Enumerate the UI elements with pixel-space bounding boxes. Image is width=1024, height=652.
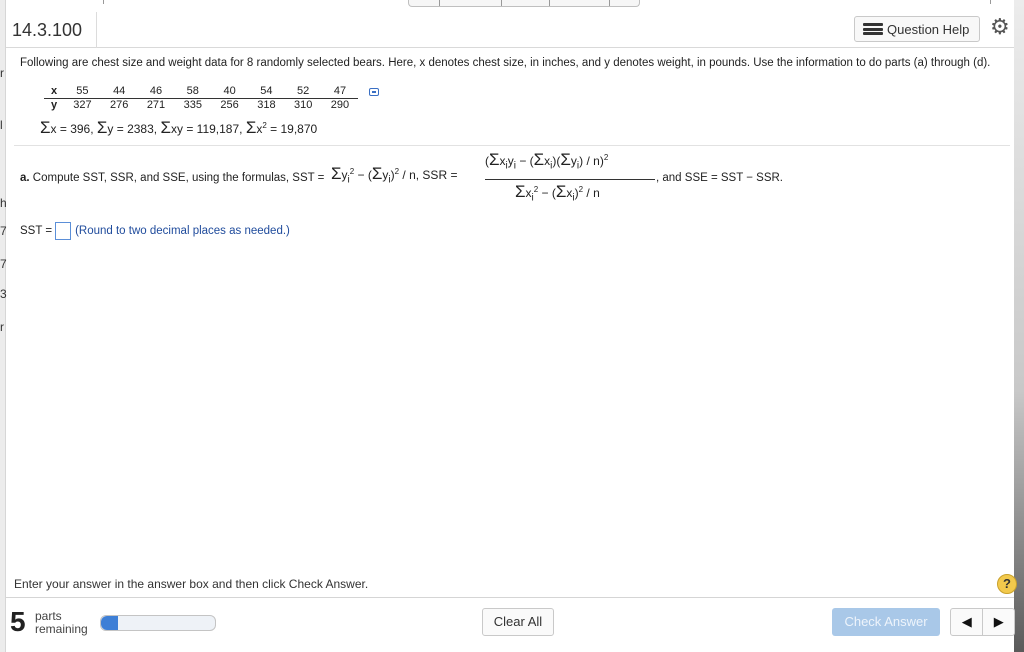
sse-formula: , and SSE = SST − SSR. bbox=[656, 172, 783, 184]
sum-x2-base: x bbox=[256, 122, 263, 136]
fraction-bar bbox=[485, 179, 655, 180]
top-toolbar-remnant bbox=[408, 0, 640, 7]
row-label-x: x bbox=[44, 85, 64, 98]
sum-x: x = 396, bbox=[50, 122, 94, 136]
instruction-text: Enter your answer in the answer box and then click Check Answer. bbox=[14, 577, 369, 591]
table-cell: 54 bbox=[248, 85, 285, 98]
part-a-prompt bbox=[20, 172, 324, 184]
next-question-button[interactable]: ▶ bbox=[982, 609, 1014, 635]
sst-formula: $\Sigma y_i^2 - (\Sigma y_i)^2 / n$, SSR = bbox=[331, 164, 458, 186]
tick-mark bbox=[990, 0, 991, 4]
table-cell: 52 bbox=[285, 85, 322, 98]
background-text-fragment: 3 bbox=[0, 287, 7, 301]
table-cell: 327 bbox=[73, 98, 92, 111]
parts-label-line: parts bbox=[35, 609, 62, 623]
sum-y: y = 2383, bbox=[107, 122, 158, 136]
help-icon[interactable]: ? bbox=[997, 574, 1017, 594]
background-window-right bbox=[1014, 0, 1024, 652]
table-cell: 40 bbox=[211, 85, 248, 98]
background-text-fragment: r bbox=[0, 320, 4, 334]
gear-icon[interactable]: ⚙ bbox=[990, 14, 1010, 39]
parts-label-line: remaining bbox=[35, 622, 88, 636]
progress-bar bbox=[100, 615, 216, 631]
part-a-text: Compute SST, SSR, and SSE, using the formulas, SST = bbox=[32, 172, 325, 184]
table-cell: 58 bbox=[174, 85, 211, 98]
sum-xy: xy = 119,187, bbox=[170, 122, 243, 136]
sst-answer-input[interactable] bbox=[55, 222, 71, 240]
table-cell: 290 bbox=[330, 98, 350, 111]
problem-id: 14.3.100 bbox=[12, 20, 83, 40]
background-text-fragment: r bbox=[0, 66, 4, 80]
question-header bbox=[6, 12, 1014, 48]
prev-question-button[interactable]: ◀ bbox=[961, 614, 972, 629]
check-answer-button[interactable]: Check Answer bbox=[832, 608, 940, 636]
table-cell: 46 bbox=[138, 85, 175, 98]
table-cell: 44 bbox=[101, 85, 138, 98]
background-text-fragment: 7 bbox=[0, 224, 7, 238]
sigma-icon: Σ bbox=[245, 118, 257, 137]
table-cell: 47 bbox=[322, 85, 359, 98]
table-row-y bbox=[44, 98, 358, 111]
tick-mark bbox=[103, 0, 104, 4]
footer-divider bbox=[6, 597, 1014, 598]
table-cell: 271 bbox=[146, 98, 166, 111]
list-icon bbox=[863, 23, 883, 35]
sum-x2-exponent: 2 bbox=[262, 121, 267, 130]
table-cell: 310 bbox=[294, 98, 313, 111]
sum-x2-value: = 19,870 bbox=[266, 122, 318, 136]
summary-sums bbox=[40, 118, 317, 138]
background-text-fragment: l bbox=[0, 118, 3, 132]
sigma-icon: Σ bbox=[40, 118, 51, 137]
question-help-label: Question Help bbox=[887, 21, 970, 37]
question-nav bbox=[950, 608, 1015, 636]
sigma-icon: Σ bbox=[160, 118, 171, 137]
table-cell: 318 bbox=[257, 98, 276, 111]
copy-data-icon[interactable] bbox=[369, 88, 379, 96]
section-divider bbox=[14, 145, 1010, 146]
ssr-numerator: $(\Sigma x_iy_i - (\Sigma x_i)(\Sigma y_i) / n)^2$ bbox=[485, 150, 609, 172]
table-cell: 276 bbox=[110, 98, 129, 111]
parts-remaining-count: 5 bbox=[10, 606, 26, 637]
table-row-x bbox=[44, 85, 358, 98]
problem-intro: Following are chest size and weight data for 8 randomly selected bears. Here, x denotes chest size, in inches, and y denotes weight, in pounds. Use the information to do parts (a) through (d). bbox=[20, 57, 991, 69]
sst-answer-row bbox=[20, 222, 290, 240]
background-text-fragment: 7 bbox=[0, 257, 7, 271]
ssr-label: / n, SSR = bbox=[402, 168, 458, 182]
progress-fill bbox=[101, 616, 118, 630]
row-label-y: y bbox=[50, 98, 58, 111]
sigma-icon: Σ bbox=[96, 118, 108, 137]
header-divider bbox=[96, 12, 97, 48]
sst-prompt: SST = bbox=[20, 225, 53, 237]
table-cell: 55 bbox=[64, 85, 101, 98]
part-a-label: a. bbox=[20, 172, 30, 184]
question-help-button[interactable] bbox=[854, 16, 980, 42]
table-cell: 256 bbox=[220, 98, 239, 111]
rounding-note: (Round to two decimal places as needed.) bbox=[75, 225, 290, 237]
table-cell: 335 bbox=[183, 98, 202, 111]
clear-all-button[interactable]: Clear All bbox=[482, 608, 554, 636]
parts-remaining-label bbox=[35, 610, 88, 636]
bear-data-table bbox=[44, 85, 358, 111]
ssr-denominator: $\Sigma x_i^2 - (\Sigma x_i)^2 / n$ bbox=[515, 182, 600, 204]
background-text-fragment: h bbox=[0, 196, 7, 210]
